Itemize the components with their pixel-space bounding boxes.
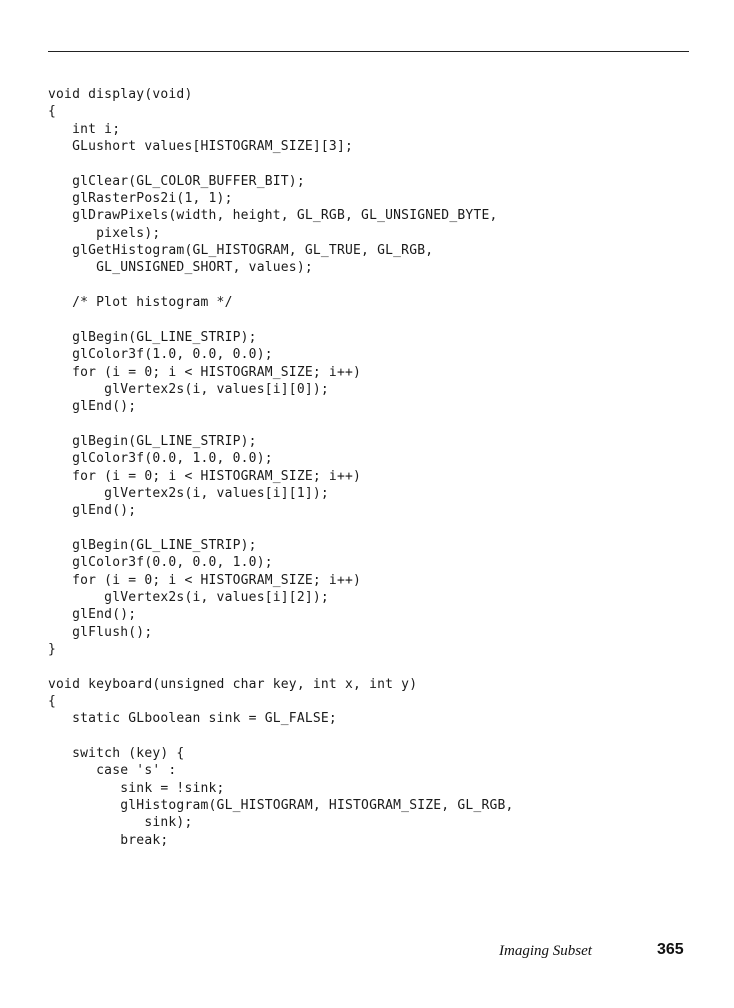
code-line: case 's' : (48, 763, 177, 779)
page-number: 365 (657, 941, 684, 958)
code-line: static GLboolean sink = GL_FALSE; (48, 711, 337, 727)
code-line: GL_UNSIGNED_SHORT, values); (48, 260, 313, 276)
code-line: sink); (48, 815, 193, 831)
code-listing (48, 86, 514, 849)
code-line (48, 155, 514, 172)
code-line (48, 416, 514, 433)
code-line: break; (48, 832, 169, 848)
code-line: sink = !sink; (48, 780, 225, 796)
code-line: } (48, 642, 57, 657)
code-line: glEnd(); (48, 607, 137, 623)
running-footer-title: Imaging Subset (499, 943, 592, 959)
code-line: GLushort values[HISTOGRAM_SIZE][3]; (48, 139, 354, 155)
code-line: glEnd(); (48, 503, 137, 519)
code-line (48, 520, 514, 537)
code-line: /* Plot histogram */ (48, 295, 233, 311)
code-line (48, 658, 514, 675)
code-line: switch (key) { (48, 746, 185, 762)
code-line: glColor3f(1.0, 0.0, 0.0); (48, 347, 273, 363)
code-line: glClear(GL_COLOR_BUFFER_BIT); (48, 173, 305, 189)
code-line: glFlush(); (48, 624, 153, 640)
code-line: glBegin(GL_LINE_STRIP); (48, 329, 257, 345)
code-line (48, 728, 514, 745)
code-line: glRasterPos2i(1, 1); (48, 191, 233, 207)
code-line: for (i = 0; i < HISTOGRAM_SIZE; i++) (48, 468, 362, 484)
code-line (48, 311, 514, 328)
code-line: { (48, 694, 57, 710)
code-line: glColor3f(0.0, 0.0, 1.0); (48, 555, 273, 571)
header-rule (48, 51, 689, 52)
code-line: glVertex2s(i, values[i][1]); (48, 485, 329, 501)
code-line: glHistogram(GL_HISTOGRAM, HISTOGRAM_SIZE, GL_RGB, (48, 798, 514, 814)
code-line: { (48, 104, 57, 120)
code-line: void keyboard(unsigned char key, int x, int y) (48, 676, 418, 692)
code-line: pixels); (48, 225, 161, 241)
code-line: for (i = 0; i < HISTOGRAM_SIZE; i++) (48, 572, 362, 588)
code-line: void display(void) (48, 87, 193, 102)
code-line: glVertex2s(i, values[i][2]); (48, 589, 329, 605)
code-line: glDrawPixels(width, height, GL_RGB, GL_UNSIGNED_BYTE, (48, 208, 498, 224)
code-line: glBegin(GL_LINE_STRIP); (48, 433, 257, 449)
code-line (48, 277, 514, 294)
code-line: glBegin(GL_LINE_STRIP); (48, 537, 257, 553)
code-line: int i; (48, 121, 121, 137)
code-line: for (i = 0; i < HISTOGRAM_SIZE; i++) (48, 364, 362, 380)
code-line: glEnd(); (48, 399, 137, 415)
code-line: glVertex2s(i, values[i][0]); (48, 381, 329, 397)
code-line: glColor3f(0.0, 1.0, 0.0); (48, 451, 273, 467)
code-line: glGetHistogram(GL_HISTOGRAM, GL_TRUE, GL_RGB, (48, 243, 434, 259)
